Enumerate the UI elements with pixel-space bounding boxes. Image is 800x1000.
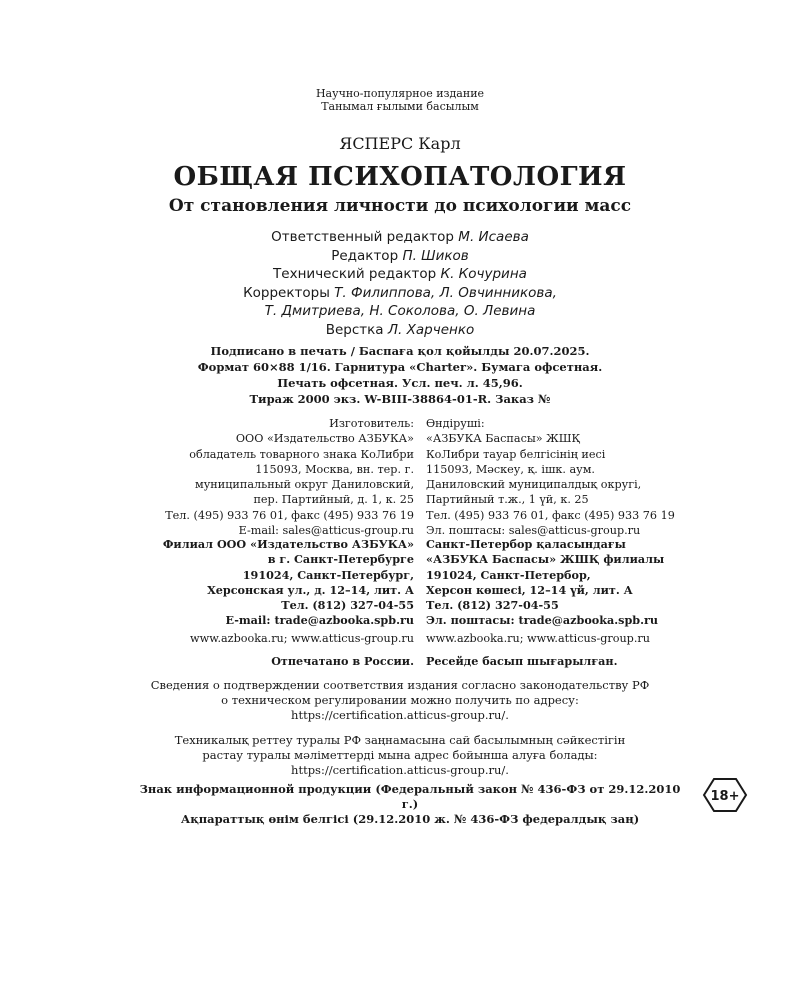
credit-line: Редактор П. Шиков <box>331 247 469 264</box>
credit-line: Корректоры Т. Филиппова, Л. Овчинникова, <box>243 284 557 301</box>
author-name: ЯСПЕРС Карл <box>339 134 461 153</box>
websites-kz: www.azbooka.ru; www.atticus-group.ru <box>426 632 650 645</box>
print-info <box>0 343 800 407</box>
credit-line: Ответственный редактор М. Исаева <box>271 229 529 245</box>
branch-ru: Филиал ООО «Издательство АЗБУКА» в г. Санкт-Петербурге 191024, Санкт-Петербург, Херсонская ул., д. 12–14, лит. А Тел. (812) 327-04-55 E-mail: trade@azbooka.spb.ru <box>162 537 414 628</box>
printed-ru: Отпечатано в России. <box>271 654 414 668</box>
book-title: ОБЩАЯ ПСИХОПАТОЛОГИЯ <box>173 162 627 192</box>
certification-kz: Техникалық реттеу туралы РФ заңнамасына сай басылымның сәйкестігін растау туралы мәліметтерді мына адрес бойынша алуға болады: https://certification.atticus-group.ru/. <box>174 733 626 777</box>
edition-type-kz: Танымал ғылыми басылым <box>321 100 479 113</box>
age-rating-label: 18+ <box>710 789 740 804</box>
book-subtitle: От становления личности до психологии масс <box>168 196 632 216</box>
credit-line: Верстка Л. Харченко <box>325 321 475 338</box>
print-line: Печать офсетная. Усл. печ. л. 45,96. <box>277 376 523 390</box>
credit-line: Технический редактор К. Кочурина <box>273 266 527 282</box>
manufacturer-kz: Өндіруші: «АЗБУКА Баспасы» ЖШҚ КоЛибри тауар белгісінің иесі 115093, Мәскеу, қ. ішк. аум. Даниловский муниципалдық округі, Партийный т.ж., 1 үй, к. 25 Тел. (495) 933 76 01, факс (495) 933 76 19 Эл. поштасы: sales@atticus-group.ru <box>426 417 675 538</box>
manufacturer-ru: Изготовитель: ООО «Издательство АЗБУКА» обладатель товарного знака КоЛибри 115093, Москва, вн. тер. г. муниципальный округ Даниловский, пер. Партийный, д. 1, к. 25 Тел. (495) 933 76 01, факс (495) 933 76 19 E-mail: sales@atticus-group.ru <box>165 417 414 538</box>
credits-block <box>0 228 800 339</box>
print-line: Формат 60×88 1/16. Гарнитура «Charter». Бумага офсетная. <box>197 360 603 374</box>
branch-kz: Санкт-Петербор қаласындағы «АЗБУКА Баспасы» ЖШҚ филиалы 191024, Санкт-Петербор, Херсон көшесі, 12–14 үй, лит. А Тел. (812) 327-04-55 Эл. поштасы: trade@azbooka.spb.ru <box>426 537 665 628</box>
credit-line: Т. Дмитриева, Н. Соколова, О. Левина <box>264 303 536 319</box>
print-line: Подписано в печать / Баспаға қол қойылды 20.07.2025. <box>210 344 590 358</box>
printed-kz: Ресейде басып шығарылған. <box>426 654 618 668</box>
age-rating-icon <box>702 776 748 814</box>
websites-ru: www.azbooka.ru; www.atticus-group.ru <box>190 632 414 645</box>
certification-ru: Сведения о подтверждении соответствия издания согласно законодательству РФ о техническом регулировании можно получить по адресу: https://certification.atticus-group.ru/. <box>150 678 650 722</box>
edition-type-ru: Научно-популярное издание <box>315 87 485 100</box>
edition-type <box>0 87 800 113</box>
info-product-sign: Знак информационной продукции (Федеральный закон № 436-ФЗ от 29.12.2010 г.) Ақпараттық өнім белгісі (29.12.2010 ж. № 436-ФЗ федералдық заң) <box>139 782 681 826</box>
print-line: Тираж 2000 экз. W-BIII-38864-01-R. Заказ № <box>249 392 551 406</box>
